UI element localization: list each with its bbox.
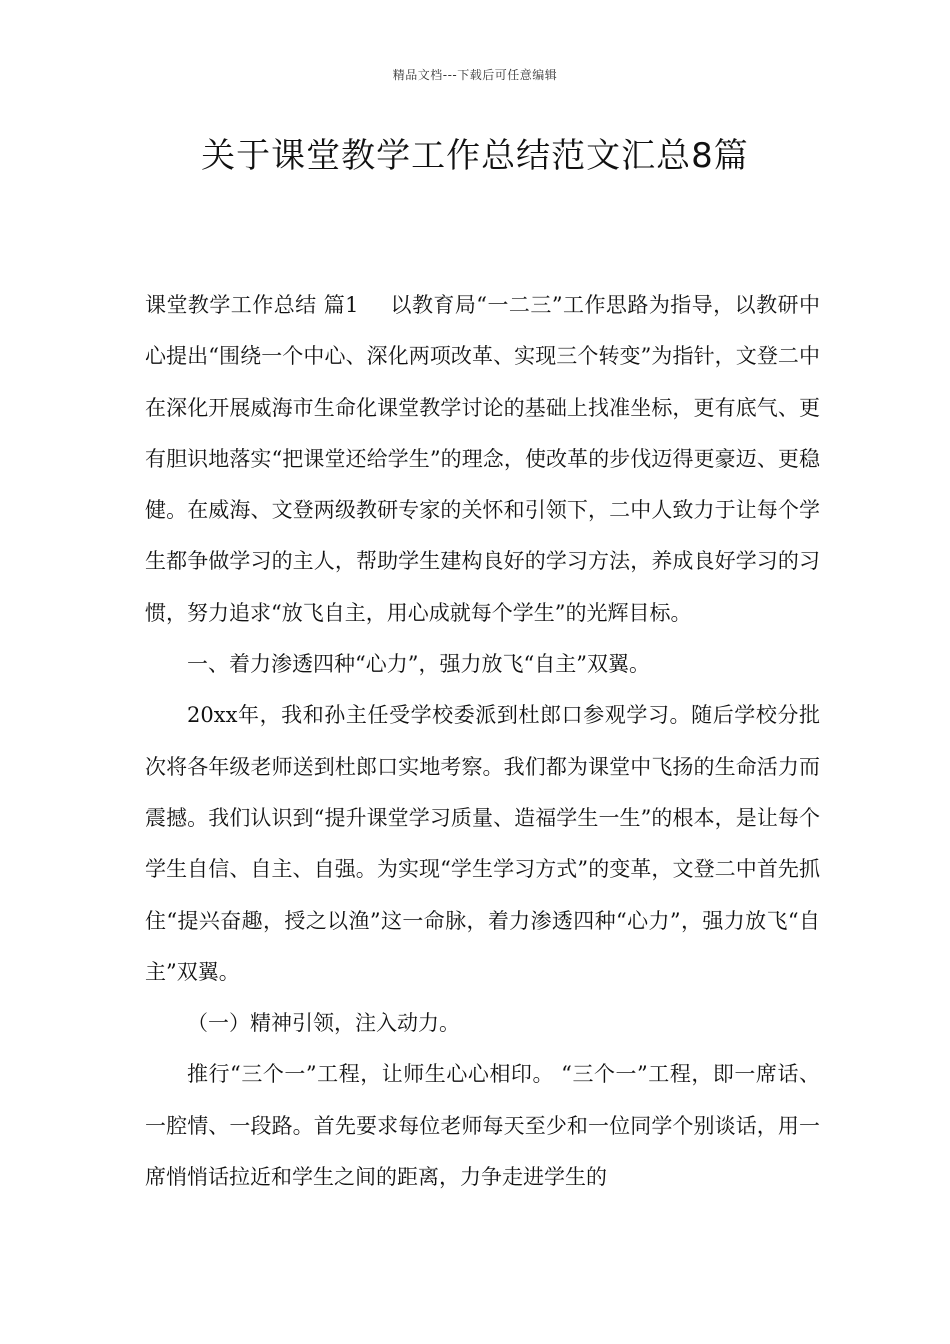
paragraph-text: 以教育局“一二三”工作思路为指导，以教研中心提出“围绕一个中心、深化两项改革、实现三个转变”为指针，文登二中在深化开展威海市生命化课堂教学讨论的基础上找准坐标，更有底气、更有胆识地落实“把课堂还给学生”的理念，使改革的步伐迈得更豪迈、更稳健。在威海、文登两级教研专家的关怀和引领下，二中人致力于让每个学生都争做学习的主人，帮助学生建构良好的学习方法，养成良好学习的习惯，努力追求“放飞自主，用心成就每个学生”的光辉目标。 bbox=[145, 293, 820, 625]
paragraph-5: 推行“三个一”工程，让师生心心相印。 “三个一”工程，即一席话、一腔情、一段路。首先要求每位老师每天至少和一位同学个别谈话，用一席悄悄话拉近和学生之间的距离，力争走进学生的 bbox=[145, 1062, 820, 1190]
paragraph-4: （一）精神引领，注入动力。 bbox=[187, 1011, 460, 1036]
paragraph-3: 20xx年，我和孙主任受学校委派到杜郎口参观学习。随后学校分批次将各年级老师送到杜郎口实地考察。我们都为课堂中飞扬的生命活力而震撼。我们认识到“提升课堂学习质量、造福学生一生”的根本，是让每个学生自信、自主、自强。为实现“学生学习方式”的变革，文登二中首先抓住“提兴奋趣，授之以渔”这一命脉，着力渗透四种“心力”，强力放飞“自主”双翼。 bbox=[145, 703, 820, 984]
page-header: 精品文档---下载后可任意编辑 bbox=[392, 68, 558, 82]
section-heading: 课堂教学工作总结 篇1 bbox=[145, 293, 359, 317]
paragraph-1 bbox=[145, 280, 820, 639]
document-body bbox=[145, 280, 820, 1203]
document-title: 关于课堂教学工作总结范文汇总8篇 bbox=[201, 136, 749, 176]
paragraph-2: 一、着力渗透四种“心力”，强力放飞“自主”双翼。 bbox=[187, 652, 650, 677]
